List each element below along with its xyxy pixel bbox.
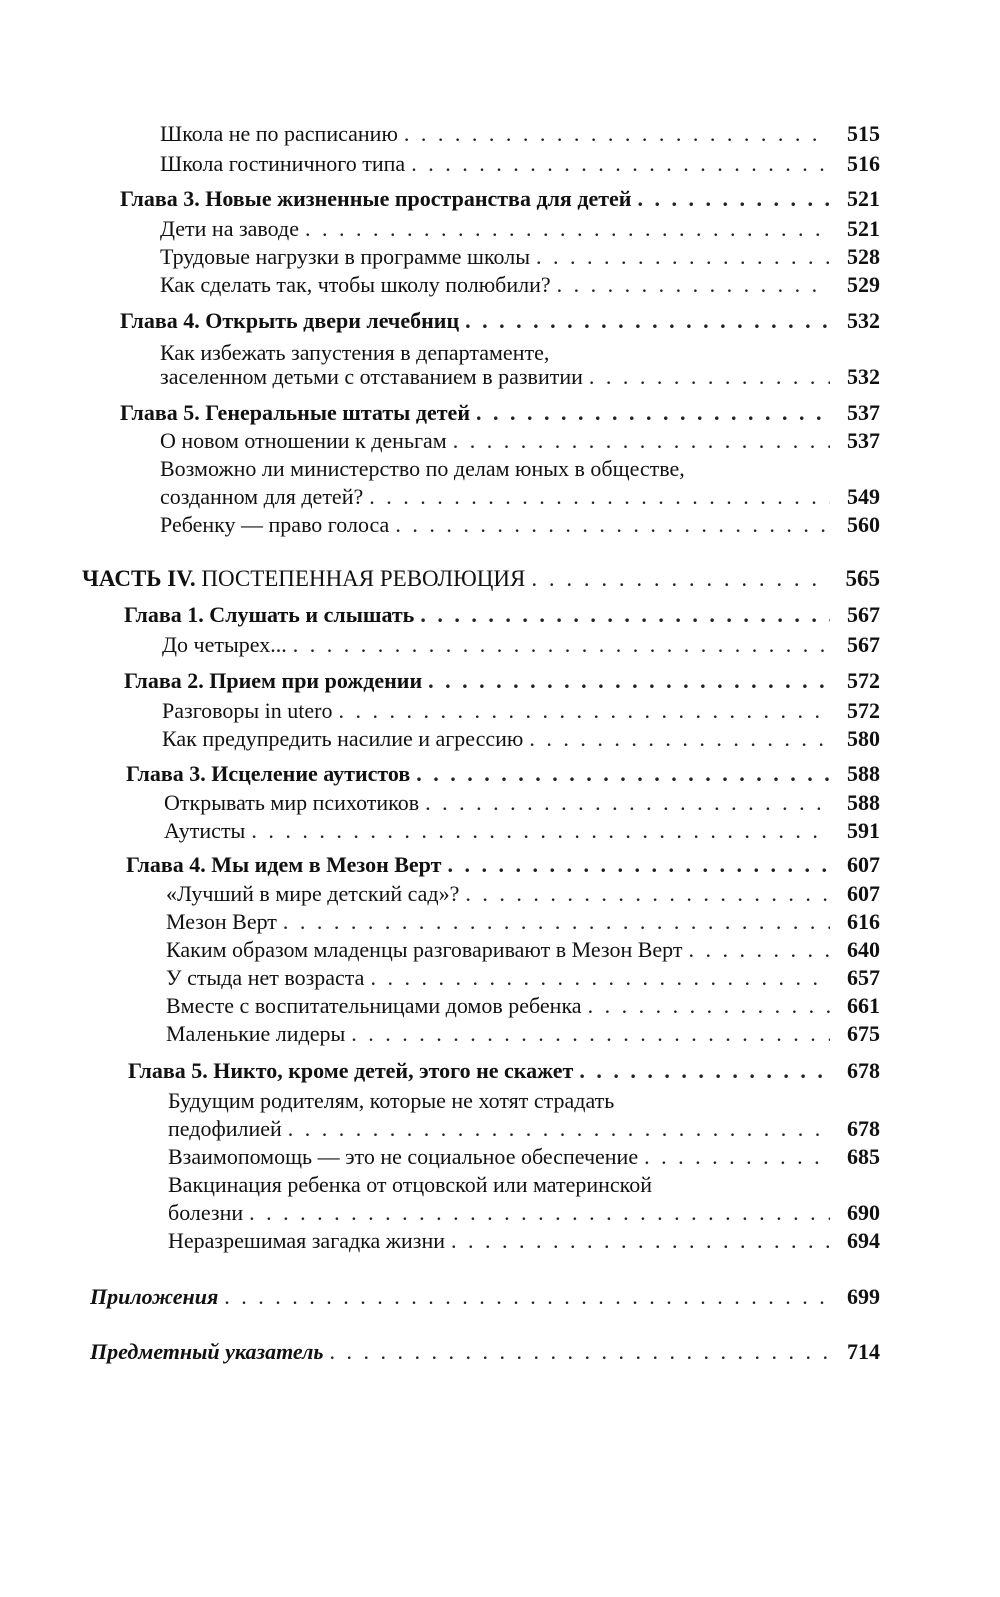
toc-entry	[162, 725, 880, 753]
toc-chapter	[126, 851, 880, 879]
toc-entry-title: Взаимопомощь — это не социальное обеспечение	[168, 1144, 639, 1169]
toc-appendix	[90, 1283, 880, 1311]
dot-leader	[428, 667, 830, 695]
dot-leader	[637, 185, 830, 213]
toc-chapter	[120, 185, 880, 213]
toc-entry-page: 515	[847, 121, 880, 146]
toc-entry	[166, 936, 880, 964]
toc-chapter-title: Глава 5. Никто, кроме детей, этого не скажет	[128, 1058, 574, 1083]
toc-entry-page: 529	[847, 272, 880, 297]
toc-entry	[168, 1227, 880, 1255]
toc-entry-page: 567	[847, 602, 880, 627]
toc-entry-page: 699	[847, 1284, 880, 1309]
toc-chapter-title: Глава 1. Слушать и слышать	[124, 602, 415, 627]
toc-entry-page: 537	[847, 400, 880, 425]
toc-entry-title: До четырех...	[162, 632, 287, 657]
toc-entry-page: 521	[847, 216, 880, 241]
dot-leader	[557, 271, 830, 299]
toc-entry-page: 567	[847, 632, 880, 657]
toc-entry-title: Школа гостиничного типа	[160, 151, 406, 176]
toc-entry-title: Школа не по расписанию	[160, 121, 398, 146]
toc-entry-title: Как предупредить насилие и агрессию	[162, 726, 524, 751]
toc-entry	[160, 215, 880, 243]
toc-entry-page: 580	[847, 726, 880, 751]
dot-leader	[529, 725, 830, 753]
dot-leader	[420, 601, 830, 629]
toc-entry-title: Трудовые нагрузки в программе школы	[160, 244, 531, 269]
toc-chapter-title: Глава 5. Генеральные штаты детей	[120, 400, 470, 425]
toc-entry-title: Как избежать запустения в департаменте,	[160, 340, 550, 365]
toc-index-title: Предметный указатель	[90, 1339, 324, 1364]
toc-entry	[160, 243, 880, 271]
toc-entry-page: 607	[847, 852, 880, 877]
toc-entry-page: 521	[847, 186, 880, 211]
dot-leader	[588, 992, 830, 1020]
dot-leader	[293, 631, 830, 659]
toc-chapter-title: Глава 4. Мы идем в Мезон Верт	[126, 852, 442, 877]
toc-entry-page: 678	[847, 1116, 880, 1141]
toc-chapter-title: Глава 3. Новые жизненные пространства для детей	[120, 186, 632, 211]
toc-chapter	[128, 1057, 880, 1085]
toc-entry	[164, 817, 880, 845]
toc-part-title	[82, 565, 525, 593]
toc-entry	[160, 150, 880, 178]
dot-leader	[579, 1057, 830, 1085]
dot-leader	[589, 363, 830, 391]
toc-chapter	[120, 307, 880, 335]
toc-entry-page: 572	[847, 698, 880, 723]
toc-entry	[160, 120, 880, 148]
toc-entry-title: О новом отношении к деньгам	[160, 428, 447, 453]
toc-entry	[160, 483, 880, 511]
toc-entry-title: Вместе с воспитательницами домов ребенка	[166, 993, 582, 1018]
toc-entry-page: 640	[847, 937, 880, 962]
toc-entry-page: 588	[847, 761, 880, 786]
dot-leader	[369, 483, 830, 511]
toc-entry	[166, 908, 880, 936]
dot-leader	[288, 1115, 830, 1143]
dot-leader	[329, 1338, 830, 1366]
toc-entry	[166, 992, 880, 1020]
dot-leader	[339, 697, 831, 725]
toc-index	[90, 1338, 880, 1366]
toc-entry-title: Будущим родителям, которые не хотят страдать	[168, 1088, 615, 1113]
dot-leader	[404, 120, 830, 148]
toc-chapter-title: Глава 2. Прием при рождении	[124, 668, 423, 693]
toc-entry-page: 549	[847, 484, 880, 509]
toc-entry	[168, 1199, 880, 1227]
toc-entry-page: 616	[847, 909, 880, 934]
dot-leader	[249, 1199, 830, 1227]
dot-leader	[447, 851, 830, 879]
dot-leader	[395, 511, 830, 539]
toc-entry	[160, 511, 880, 539]
toc-entry	[166, 880, 880, 908]
toc-part	[82, 565, 880, 593]
dot-leader	[283, 908, 830, 936]
dot-leader	[688, 936, 830, 964]
toc-entry-page: 532	[847, 308, 880, 333]
toc-entry-page: 565	[845, 566, 880, 591]
dot-leader	[425, 789, 830, 817]
toc-chapter	[126, 760, 880, 788]
dot-leader	[465, 880, 830, 908]
toc-entry-title: Ребенку — право голоса	[160, 512, 390, 537]
toc-entry-title: болезни	[168, 1200, 244, 1225]
toc-part-label: ЧАСТЬ IV.	[82, 566, 196, 591]
toc-entry	[162, 631, 880, 659]
toc-entry-page: 678	[847, 1058, 880, 1083]
toc-entry-page: 690	[847, 1200, 880, 1225]
toc-entry-page: 607	[847, 881, 880, 906]
toc-entry-page: 537	[847, 428, 880, 453]
toc-entry	[160, 271, 880, 299]
toc-entry-title: педофилией	[168, 1116, 282, 1141]
toc-chapter	[124, 601, 880, 629]
toc-entry-page: 675	[847, 1021, 880, 1046]
toc-entry-title: «Лучший в мире детский сад»?	[166, 881, 460, 906]
toc-chapter	[120, 399, 880, 427]
toc-entry-title: Возможно ли министерство по делам юных в обществе,	[160, 456, 685, 481]
dot-leader	[416, 760, 830, 788]
toc-entry	[166, 1020, 880, 1048]
dot-leader	[644, 1143, 830, 1171]
toc-entry	[160, 363, 880, 391]
dot-leader	[476, 399, 830, 427]
toc-entry-title: заселенном детьми с отставанием в развитии	[160, 364, 583, 389]
toc-entry	[162, 697, 880, 725]
toc-entry-title: созданном для детей?	[160, 484, 364, 509]
dot-leader	[305, 215, 830, 243]
toc-entry-title: Дети на заводе	[160, 216, 299, 241]
toc-entry-title: Мезон Верт	[166, 909, 277, 934]
toc-entry-title: Разговоры in utero	[162, 698, 333, 723]
dot-leader	[453, 427, 830, 455]
toc-entry-page: 560	[847, 512, 880, 537]
dot-leader	[465, 307, 830, 335]
toc-appendix-title: Приложения	[90, 1284, 219, 1309]
dot-leader	[531, 565, 830, 593]
toc-entry-page: 572	[847, 668, 880, 693]
toc-entry-page: 661	[847, 993, 880, 1018]
toc-entry	[160, 427, 880, 455]
toc-chapter-title: Глава 4. Открыть двери лечебниц	[120, 308, 460, 333]
toc-chapter-title: Глава 3. Исцеление аутистов	[126, 761, 411, 786]
dot-leader	[251, 817, 830, 845]
dot-leader	[451, 1227, 830, 1255]
toc-entry-title: Открывать мир психотиков	[164, 790, 420, 815]
toc-entry-page: 516	[847, 151, 880, 176]
toc-entry-title: Каким образом младенцы разговаривают в Мезон Верт	[166, 937, 683, 962]
toc-entry-page: 588	[847, 790, 880, 815]
toc-entry	[166, 964, 880, 992]
toc-entry-title: Как сделать так, чтобы школу полюбили?	[160, 272, 551, 297]
toc-entry-title: Неразрешимая загадка жизни	[168, 1228, 446, 1253]
toc-entry-title: Аутисты	[164, 818, 246, 843]
toc-entry-title: Маленькие лидеры	[166, 1021, 346, 1046]
toc-entry	[168, 1115, 880, 1143]
toc-entry-page: 528	[847, 244, 880, 269]
toc-entry-page: 714	[847, 1339, 880, 1364]
toc-chapter	[124, 667, 880, 695]
dot-leader	[536, 243, 830, 271]
toc-entry-page: 657	[847, 965, 880, 990]
toc-entry-title: У стыда нет возраста	[166, 965, 365, 990]
toc-entry	[168, 1143, 880, 1171]
dot-leader	[411, 150, 830, 178]
toc-entry-page: 532	[847, 364, 880, 389]
toc-part-name: ПОСТЕПЕННАЯ РЕВОЛЮЦИЯ	[195, 566, 526, 591]
dot-leader	[351, 1020, 830, 1048]
toc-entry-page: 694	[847, 1228, 880, 1253]
dot-leader	[224, 1283, 830, 1311]
toc-entry-title: Вакцинация ребенка от отцовской или материнской	[168, 1172, 653, 1197]
dot-leader	[370, 964, 830, 992]
toc-entry-page: 685	[847, 1144, 880, 1169]
toc-entry-page: 591	[847, 818, 880, 843]
toc-entry	[164, 789, 880, 817]
